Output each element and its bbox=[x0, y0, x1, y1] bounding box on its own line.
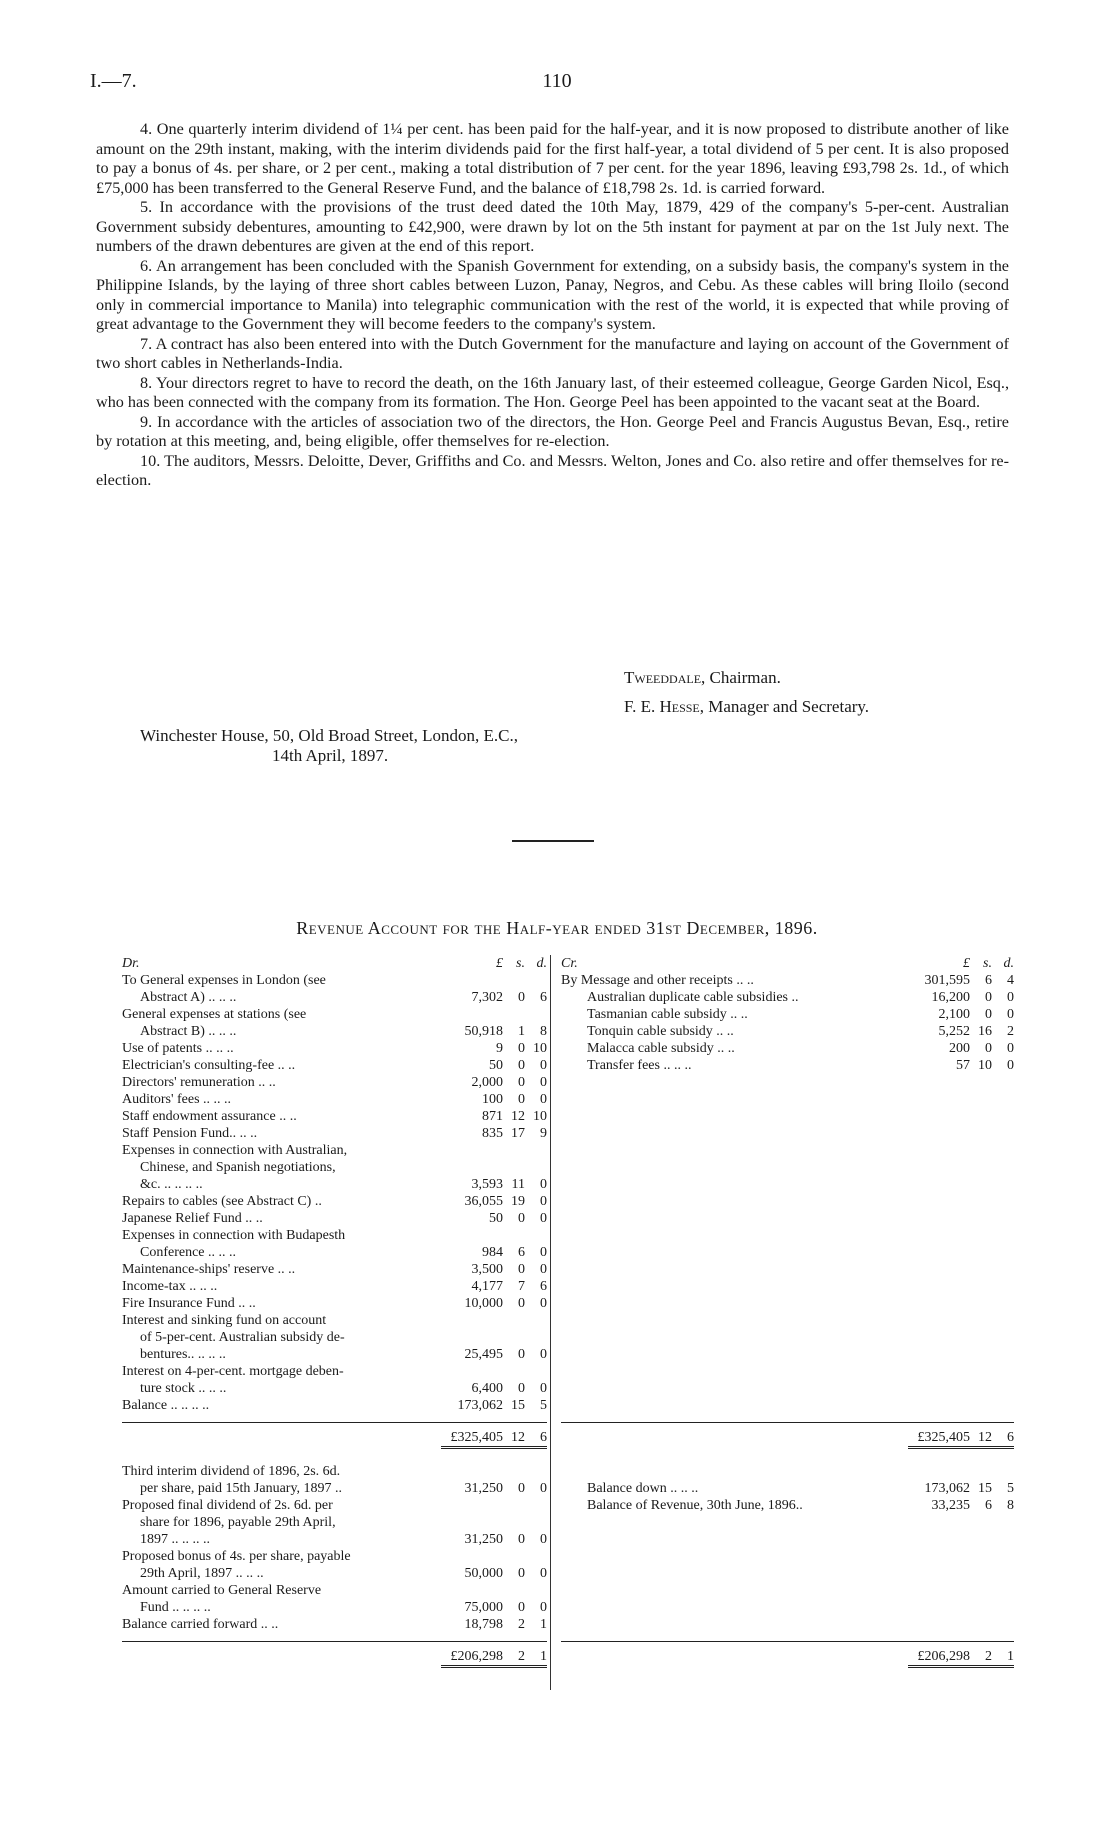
description-line: Use of patents .. .. .. bbox=[122, 1041, 234, 1056]
debit-entry-shillings: 0 bbox=[518, 1347, 525, 1362]
credit-entry-shillings: 16 bbox=[978, 1024, 992, 1039]
debit-entry-row bbox=[122, 1125, 547, 1142]
debit-entry-row bbox=[122, 1397, 547, 1414]
description-line: By Message and other receipts .. .. bbox=[561, 973, 754, 988]
description-line: &c. .. .. .. .. bbox=[140, 1177, 203, 1192]
credit-entry-description bbox=[561, 972, 908, 989]
debit-entry-description bbox=[122, 1227, 441, 1261]
manager-title: , Manager and Secretary. bbox=[699, 697, 870, 716]
description-line: Transfer fees .. .. .. bbox=[587, 1058, 692, 1073]
credit-entry-shillings: 6 bbox=[985, 973, 992, 988]
credit-entry-pence: 0 bbox=[1007, 1041, 1014, 1056]
debit-entry-row bbox=[122, 1040, 547, 1057]
appropriation-entry-shillings: 0 bbox=[518, 1532, 525, 1547]
credit-entry-pounds: 301,595 bbox=[924, 973, 970, 988]
debit-entry-row bbox=[122, 1108, 547, 1125]
debit2-total-row bbox=[122, 1641, 547, 1668]
debit-entry-pence: 0 bbox=[540, 1058, 547, 1073]
credit2-entry-pounds: 173,062 bbox=[924, 1481, 970, 1496]
credit2-entry-row bbox=[561, 1480, 1014, 1497]
debit-entry-shillings: 17 bbox=[511, 1126, 525, 1141]
appropriation-entry-description bbox=[122, 1582, 441, 1616]
debit-entry-row bbox=[122, 1261, 547, 1278]
description-line: Balance .. .. .. .. bbox=[122, 1398, 210, 1413]
debit-entry-shillings: 6 bbox=[518, 1245, 525, 1260]
credit-entry-pence: 0 bbox=[1007, 1007, 1014, 1022]
credit-entry-shillings: 0 bbox=[985, 1007, 992, 1022]
paragraph-10: 10. The auditors, Messrs. Deloitte, Dever, Griffiths and Co. and Messrs. Welton, Jones and Co. also retire and offer themselves for re-election. bbox=[96, 451, 1009, 489]
appropriation-entry-row bbox=[122, 1582, 547, 1616]
pound-header: £ bbox=[496, 956, 503, 971]
debit-entry-row bbox=[122, 1142, 547, 1193]
debit-total-pounds: £325,405 bbox=[450, 1430, 503, 1445]
debit-entry-pounds: 7,302 bbox=[471, 990, 503, 1005]
credit-entry-description bbox=[561, 1006, 908, 1023]
debit-entry-description bbox=[122, 1006, 441, 1040]
credit-entry-shillings: 0 bbox=[985, 1041, 992, 1056]
debit-total-shillings: 12 bbox=[511, 1430, 525, 1445]
debit-entry-pence: 0 bbox=[540, 1296, 547, 1311]
shilling-header: s. bbox=[516, 956, 525, 971]
debit-entry-shillings: 7 bbox=[518, 1279, 525, 1294]
paragraph-9: 9. In accordance with the articles of association two of the directors, the Hon. George Peel and Francis Augustus Bevan, Esq., retire by rotation at this meeting, and, being eligible, offer themselves for re-election. bbox=[96, 412, 1009, 450]
debit-entry-pounds: 50,918 bbox=[464, 1024, 503, 1039]
description-line: Tasmanian cable subsidy .. .. bbox=[587, 1007, 748, 1022]
credit-entry-pence: 2 bbox=[1007, 1024, 1014, 1039]
debit-entry-description bbox=[122, 1210, 441, 1227]
description-line: Abstract A) .. .. .. bbox=[140, 990, 237, 1005]
debit-entry-row bbox=[122, 1074, 547, 1091]
appropriation-entry-pence: 0 bbox=[540, 1566, 547, 1581]
description-line: Electrician's consulting-fee .. .. bbox=[122, 1058, 296, 1073]
description-line: General expenses at stations (see bbox=[122, 1007, 307, 1022]
credit-header-row bbox=[561, 955, 1014, 972]
credit-entry-pounds: 16,200 bbox=[931, 990, 970, 1005]
description-line: Balance carried forward .. .. bbox=[122, 1617, 279, 1632]
debit-entry-description bbox=[122, 1261, 441, 1278]
description-line: Abstract B) .. .. .. bbox=[140, 1024, 237, 1039]
account-title: Revenue Account for the Half-year ended 31st December, 1896. bbox=[296, 918, 818, 938]
credit-entry-shillings: 10 bbox=[978, 1058, 992, 1073]
description-line: Auditors' fees .. .. .. bbox=[122, 1092, 232, 1107]
company-address: Winchester House, 50, Old Broad Street, London, E.C., bbox=[140, 726, 518, 745]
debit-entry-pounds: 36,055 bbox=[464, 1194, 503, 1209]
debit-entry-description bbox=[122, 1193, 441, 1210]
pence-header: d. bbox=[536, 956, 547, 971]
paragraph-5: 5. In accordance with the provisions of the trust deed dated the 10th May, 1879, 429 of the company's 5-per-cent. Australian Government subsidy debentures, amounting to £42,900, were drawn by lot on the 5th instant for payment at par on the 1st July next. The numbers of the drawn debentures are given at the end of this report. bbox=[96, 198, 1009, 255]
debit-entry-pence: 0 bbox=[540, 1381, 547, 1396]
debit-entry-row bbox=[122, 1363, 547, 1397]
debit-entry-pounds: 4,177 bbox=[471, 1279, 503, 1294]
debit-entry-pence: 10 bbox=[533, 1041, 547, 1056]
chairman-signature bbox=[624, 668, 781, 688]
appropriation-entry-pence: 0 bbox=[540, 1600, 547, 1615]
chairman-name: Tweeddale bbox=[624, 668, 702, 687]
credit-entry-row bbox=[561, 989, 1014, 1006]
debit-entry-row bbox=[122, 1295, 547, 1312]
debit-column bbox=[122, 955, 547, 1668]
description-line: Repairs to cables (see Abstract C) .. bbox=[122, 1194, 322, 1209]
credit-entry-row bbox=[561, 1023, 1014, 1040]
description-line: Interest and sinking fund on account bbox=[122, 1313, 327, 1328]
credit-entry-row bbox=[561, 1040, 1014, 1057]
credit-entry-description bbox=[561, 1040, 908, 1057]
description-line: Staff Pension Fund.. .. .. bbox=[122, 1126, 258, 1141]
debit-entry-pounds: 3,593 bbox=[471, 1177, 503, 1192]
credit-total-shillings: 12 bbox=[978, 1430, 992, 1445]
description-line: of 5-per-cent. Australian subsidy de- bbox=[140, 1330, 345, 1345]
debit-entry-description bbox=[122, 1278, 441, 1295]
credit-total-pounds: £325,405 bbox=[917, 1430, 970, 1445]
debit-entry-pounds: 871 bbox=[482, 1109, 503, 1124]
appropriation-entry-pounds: 18,798 bbox=[464, 1617, 503, 1632]
pence-header: d. bbox=[1003, 956, 1014, 971]
appropriation-entry-pounds: 75,000 bbox=[464, 1600, 503, 1615]
description-line: per share, paid 15th January, 1897 .. bbox=[140, 1481, 343, 1496]
debit-entry-description bbox=[122, 1057, 441, 1074]
debit-entry-pence: 9 bbox=[540, 1126, 547, 1141]
debit-entry-pounds: 173,062 bbox=[457, 1398, 503, 1413]
debit-entry-description bbox=[122, 1312, 441, 1363]
paragraph-7: 7. A contract has also been entered into with the Dutch Government for the manufacture and laying on account of the Government of two short cables in Netherlands-India. bbox=[96, 334, 1009, 372]
debit-entry-pence: 0 bbox=[540, 1092, 547, 1107]
debit-entry-pounds: 2,000 bbox=[471, 1075, 503, 1090]
debit2-total-pence: 1 bbox=[540, 1649, 547, 1664]
shilling-header: s. bbox=[983, 956, 992, 971]
credit-entry-pounds: 200 bbox=[949, 1041, 970, 1056]
description-line: Amount carried to General Reserve bbox=[122, 1583, 322, 1598]
debit-entry-row bbox=[122, 972, 547, 1006]
description-line: bentures.. .. .. .. bbox=[140, 1347, 226, 1362]
paragraph-6: 6. An arrangement has been concluded with the Spanish Government for extending, on a subsidy basis, the company's system in the Philippine Islands, by the laying of three short cables between Luzon, Panay, Negros, and Cebu. As these cables will bring Iloilo (second only in commercial importance to Manila) into telegraphic communication with the rest of the world, it is expected that while proving of great advantage to the Government they will become feeders to the company's system. bbox=[96, 256, 1009, 333]
debit-entry-row bbox=[122, 1227, 547, 1261]
credit2-entry-pence: 5 bbox=[1007, 1481, 1014, 1496]
debit-entry-shillings: 0 bbox=[518, 1381, 525, 1396]
credit-entry-row bbox=[561, 1006, 1014, 1023]
appropriation-entry-shillings: 2 bbox=[518, 1617, 525, 1632]
section-divider bbox=[512, 840, 594, 842]
credit2-total-pence: 1 bbox=[1007, 1649, 1014, 1664]
debit-entry-description bbox=[122, 1397, 441, 1414]
debit-entry-description bbox=[122, 1125, 441, 1142]
appropriation-entry-row bbox=[122, 1497, 547, 1548]
debit-entry-shillings: 0 bbox=[518, 990, 525, 1005]
debit-entry-shillings: 0 bbox=[518, 1075, 525, 1090]
credit-entry-pounds: 2,100 bbox=[938, 1007, 970, 1022]
credit2-entry-description bbox=[561, 1480, 908, 1497]
debit-entry-pence: 0 bbox=[540, 1211, 547, 1226]
description-line: 1897 .. .. .. .. bbox=[140, 1532, 210, 1547]
credit-entry-row bbox=[561, 1057, 1014, 1074]
debit-total-pence: 6 bbox=[540, 1430, 547, 1445]
debit-entry-shillings: 11 bbox=[511, 1177, 525, 1192]
description-line: Proposed bonus of 4s. per share, payable bbox=[122, 1549, 351, 1564]
description-line: Conference .. .. .. bbox=[140, 1245, 237, 1260]
appropriation-entry-row bbox=[122, 1616, 547, 1633]
paragraph-8: 8. Your directors regret to have to record the death, on the 16th January last, of their esteemed colleague, George Garden Nicol, Esq., who has been connected with the company from its formation. The Hon. George Peel has been appointed to the vacant seat at the Board. bbox=[96, 373, 1009, 411]
description-line: Interest on 4-per-cent. mortgage deben- bbox=[122, 1364, 344, 1379]
credit2-entry-pounds: 33,235 bbox=[931, 1498, 970, 1513]
description-line: Chinese, and Spanish negotiations, bbox=[140, 1160, 336, 1175]
credit-total-row bbox=[561, 1422, 1014, 1449]
debit-entry-description bbox=[122, 1040, 441, 1057]
description-line: Maintenance-ships' reserve .. .. bbox=[122, 1262, 296, 1277]
credit2-entry-pence: 8 bbox=[1007, 1498, 1014, 1513]
page-number: 110 bbox=[542, 70, 572, 92]
appropriation-entry-pounds: 31,250 bbox=[464, 1532, 503, 1547]
credit-entry-pence: 4 bbox=[1007, 973, 1014, 988]
description-line: Staff endowment assurance .. .. bbox=[122, 1109, 297, 1124]
debit-entry-description bbox=[122, 972, 441, 1006]
credit-entry-description bbox=[561, 1023, 908, 1040]
description-line: Third interim dividend of 1896, 2s. 6d. bbox=[122, 1464, 341, 1479]
credit-entry-pence: 0 bbox=[1007, 990, 1014, 1005]
dr-label: Dr. bbox=[122, 956, 140, 971]
debit-header-row bbox=[122, 955, 547, 972]
debit-entry-shillings: 12 bbox=[511, 1109, 525, 1124]
credit-entry-shillings: 0 bbox=[985, 990, 992, 1005]
description-line: ture stock .. .. .. bbox=[140, 1381, 227, 1396]
debit-entry-pence: 0 bbox=[540, 1245, 547, 1260]
chairman-title: , Chairman. bbox=[701, 668, 781, 687]
credit2-total-pounds: £206,298 bbox=[917, 1649, 970, 1664]
pound-header: £ bbox=[963, 956, 970, 971]
appropriation-entry-row bbox=[122, 1463, 547, 1497]
debit-entry-pounds: 3,500 bbox=[471, 1262, 503, 1277]
debit-entry-pounds: 984 bbox=[482, 1245, 503, 1260]
description-line: Fire Insurance Fund .. .. bbox=[122, 1296, 256, 1311]
debit-entry-pounds: 6,400 bbox=[471, 1381, 503, 1396]
description-line: Income-tax .. .. .. bbox=[122, 1279, 218, 1294]
debit-entry-row bbox=[122, 1091, 547, 1108]
appropriation-entry-pounds: 31,250 bbox=[464, 1481, 503, 1496]
debit-entry-pence: 0 bbox=[540, 1262, 547, 1277]
description-line: Proposed final dividend of 2s. 6d. per bbox=[122, 1498, 333, 1513]
appropriation-entry-shillings: 0 bbox=[518, 1600, 525, 1615]
description-line: share for 1896, payable 29th April, bbox=[140, 1515, 336, 1530]
document-reference: I.—7. bbox=[90, 70, 137, 92]
appropriation-entry-description bbox=[122, 1463, 441, 1497]
debit-entry-description bbox=[122, 1363, 441, 1397]
credit-entry-pounds: 5,252 bbox=[938, 1024, 970, 1039]
credit-total-pence: 6 bbox=[1007, 1430, 1014, 1445]
credit2-total-row bbox=[561, 1641, 1014, 1668]
debit-entry-row bbox=[122, 1312, 547, 1363]
description-line: Japanese Relief Fund .. .. bbox=[122, 1211, 263, 1226]
debit-entry-description bbox=[122, 1142, 441, 1193]
manager-signature bbox=[624, 697, 869, 717]
appropriation-entry-pounds: 50,000 bbox=[464, 1566, 503, 1581]
description-line: 29th April, 1897 .. .. .. bbox=[140, 1566, 264, 1581]
debit-entry-description bbox=[122, 1074, 441, 1091]
debit-entry-description bbox=[122, 1091, 441, 1108]
description-line: Balance down .. .. .. bbox=[587, 1481, 699, 1496]
description-line: Malacca cable subsidy .. .. bbox=[587, 1041, 735, 1056]
credit2-entry-shillings: 6 bbox=[985, 1498, 992, 1513]
appropriation-entry-description bbox=[122, 1548, 441, 1582]
debit-entry-description bbox=[122, 1295, 441, 1312]
paragraph-4: 4. One quarterly interim dividend of 1¼ per cent. has been paid for the half-year, and it is now proposed to distribute another of like amount on the 29th instant, making, with the interim dividends paid for the first half-year, a total dividend of 5 per cent. It is also proposed to pay a bonus of 4s. per share, or 2 per cent., making a total distribution of 7 per cent. for the year 1896, leaving £93,798 2s. 1d., of which £75,000 has been transferred to the General Reserve Fund, and the balance of £18,798 2s. 1d. is carried forward. bbox=[96, 120, 1009, 197]
description-line: Fund .. .. .. .. bbox=[140, 1600, 211, 1615]
appropriation-entry-shillings: 0 bbox=[518, 1566, 525, 1581]
debit-entry-shillings: 0 bbox=[518, 1296, 525, 1311]
debit-entry-pence: 0 bbox=[540, 1177, 547, 1192]
manager-name: F. E. Hesse bbox=[624, 697, 700, 716]
credit2-total-shillings: 2 bbox=[985, 1649, 992, 1664]
debit-entry-pounds: 25,495 bbox=[464, 1347, 503, 1362]
debit-entry-pence: 5 bbox=[540, 1398, 547, 1413]
debit-entry-pence: 10 bbox=[533, 1109, 547, 1124]
description-line: To General expenses in London (see bbox=[122, 973, 326, 988]
cr-label: Cr. bbox=[561, 956, 578, 971]
appropriation-entry-pence: 0 bbox=[540, 1481, 547, 1496]
appropriation-entry-pence: 1 bbox=[540, 1617, 547, 1632]
debit-entry-description bbox=[122, 1108, 441, 1125]
description-line: Directors' remuneration .. .. bbox=[122, 1075, 276, 1090]
credit-entry-row bbox=[561, 972, 1014, 989]
debit-entry-pence: 0 bbox=[540, 1194, 547, 1209]
debit-entry-row bbox=[122, 1278, 547, 1295]
debit-entry-pence: 6 bbox=[540, 1279, 547, 1294]
debit-entry-pence: 0 bbox=[540, 1075, 547, 1090]
credit-entry-pence: 0 bbox=[1007, 1058, 1014, 1073]
credit2-entry-shillings: 15 bbox=[978, 1481, 992, 1496]
appropriation-entry-pence: 0 bbox=[540, 1532, 547, 1547]
debit-entry-pounds: 50 bbox=[489, 1211, 503, 1226]
debit-entry-shillings: 1 bbox=[518, 1024, 525, 1039]
debit-entry-pounds: 9 bbox=[496, 1041, 503, 1056]
appropriation-entry-shillings: 0 bbox=[518, 1481, 525, 1496]
debit-entry-pounds: 50 bbox=[489, 1058, 503, 1073]
debit-entry-shillings: 0 bbox=[518, 1092, 525, 1107]
debit-entry-pounds: 100 bbox=[482, 1092, 503, 1107]
description-line: Tonquin cable subsidy .. .. bbox=[587, 1024, 734, 1039]
debit-total-row bbox=[122, 1422, 547, 1449]
debit-entry-shillings: 19 bbox=[511, 1194, 525, 1209]
appropriation-entry-row bbox=[122, 1548, 547, 1582]
debit2-total-shillings: 2 bbox=[518, 1649, 525, 1664]
appropriation-entry-description bbox=[122, 1497, 441, 1548]
credit-entry-description bbox=[561, 1057, 908, 1074]
debit-entry-pounds: 835 bbox=[482, 1126, 503, 1141]
column-divider bbox=[550, 955, 551, 1690]
description-line: Balance of Revenue, 30th June, 1896.. bbox=[587, 1498, 803, 1513]
debit-entry-row bbox=[122, 1210, 547, 1227]
debit-entry-shillings: 15 bbox=[511, 1398, 525, 1413]
credit2-entry-description bbox=[561, 1497, 908, 1514]
debit-entry-shillings: 0 bbox=[518, 1058, 525, 1073]
debit-entry-pence: 6 bbox=[540, 990, 547, 1005]
debit-entry-pence: 0 bbox=[540, 1347, 547, 1362]
debit-entry-shillings: 0 bbox=[518, 1211, 525, 1226]
credit-entry-description bbox=[561, 989, 908, 1006]
debit-entry-row bbox=[122, 1057, 547, 1074]
credit-entry-pounds: 57 bbox=[956, 1058, 970, 1073]
debit-entry-shillings: 0 bbox=[518, 1262, 525, 1277]
debit-entry-row bbox=[122, 1193, 547, 1210]
report-body bbox=[96, 120, 1009, 491]
credit-column bbox=[561, 955, 1014, 1668]
debit-entry-pounds: 10,000 bbox=[464, 1296, 503, 1311]
debit-entry-row bbox=[122, 1006, 547, 1040]
description-line: Expenses in connection with Budapesth bbox=[122, 1228, 346, 1243]
description-line: Australian duplicate cable subsidies .. bbox=[587, 990, 799, 1005]
description-line: Expenses in connection with Australian, bbox=[122, 1143, 348, 1158]
report-date: 14th April, 1897. bbox=[272, 746, 389, 765]
debit2-total-pounds: £206,298 bbox=[450, 1649, 503, 1664]
credit2-entry-row bbox=[561, 1497, 1014, 1514]
debit-entry-shillings: 0 bbox=[518, 1041, 525, 1056]
debit-entry-pence: 8 bbox=[540, 1024, 547, 1039]
appropriation-entry-description bbox=[122, 1616, 441, 1633]
